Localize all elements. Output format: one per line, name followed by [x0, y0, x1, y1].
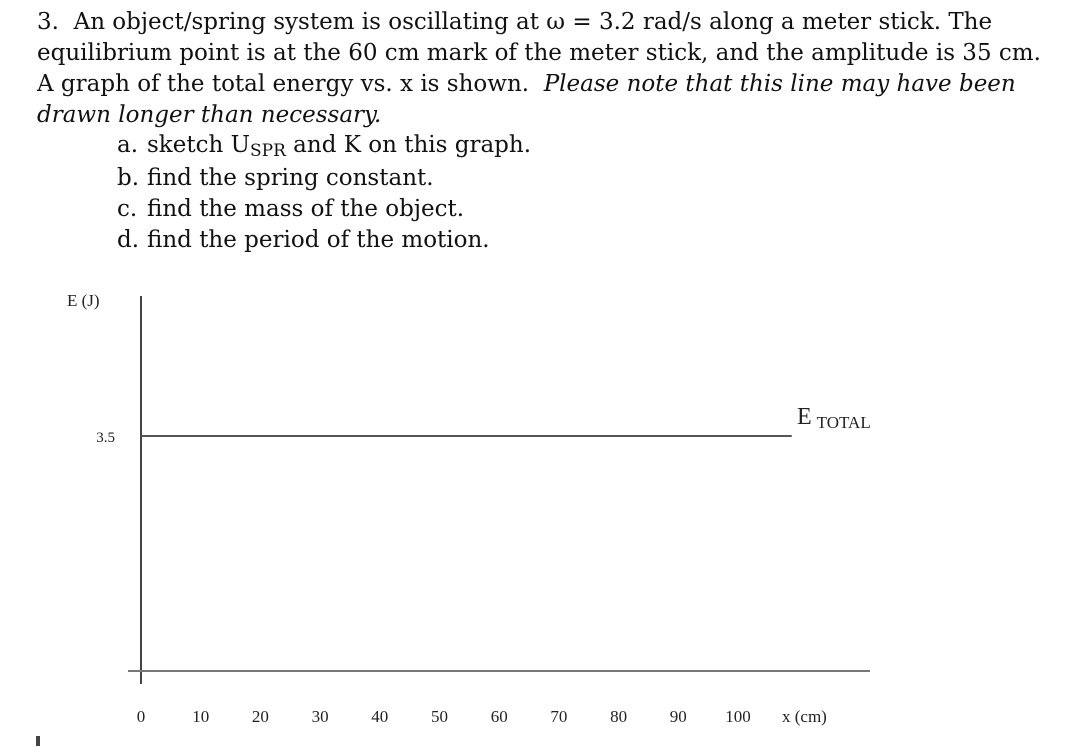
part-text-post: and K on this graph.: [285, 132, 532, 158]
problem-body: An object/spring system is oscillating at ω = 3.2 rad/s along a meter stick. The equilibrium point is at the 60 cm mark of the meter stick, and the amplitude is 35 cm. A graph of the total energy vs. x is shown.: [37, 9, 1041, 97]
part-letter: a.: [117, 132, 139, 158]
x-axis-label: x (cm): [782, 707, 827, 726]
problem-note: Please note that this line may have been drawn longer than necessary.: [37, 71, 1016, 128]
y-axis-label: E (J): [67, 291, 100, 310]
problem-number: 3.: [37, 9, 59, 35]
series-label-main: E: [797, 404, 812, 430]
x-tick-label: 50: [431, 707, 448, 726]
part-letter: c.: [117, 196, 138, 222]
part-subscript: SPR: [249, 141, 286, 161]
x-tick-label: 80: [610, 707, 628, 726]
x-tick-label: 0: [136, 707, 146, 726]
x-tick-label: 10: [192, 707, 210, 726]
part-text: find the period of the motion.: [147, 227, 490, 253]
y-tick-labels: [96, 430, 115, 446]
x-tick-label: 100: [725, 707, 751, 726]
x-tick-label: 70: [550, 707, 568, 726]
part-text: find the spring constant.: [147, 165, 434, 191]
series-label: [797, 404, 871, 432]
part-text: find the mass of the object.: [147, 196, 465, 222]
series-label-sub: TOTAL: [816, 413, 871, 432]
x-tick-label: 30: [311, 707, 329, 726]
part-letter: d.: [117, 227, 140, 253]
x-tick-label: 90: [669, 707, 687, 726]
x-tick-label: 20: [251, 707, 269, 726]
x-tick-label: 60: [490, 707, 508, 726]
y-tick-label: 3.5: [96, 430, 115, 446]
part-text: sketch U: [147, 132, 250, 158]
stray-mark: [36, 736, 40, 746]
part-letter: b.: [117, 165, 140, 191]
x-tick-labels: [137, 707, 751, 726]
x-tick-label: 40: [371, 707, 389, 726]
